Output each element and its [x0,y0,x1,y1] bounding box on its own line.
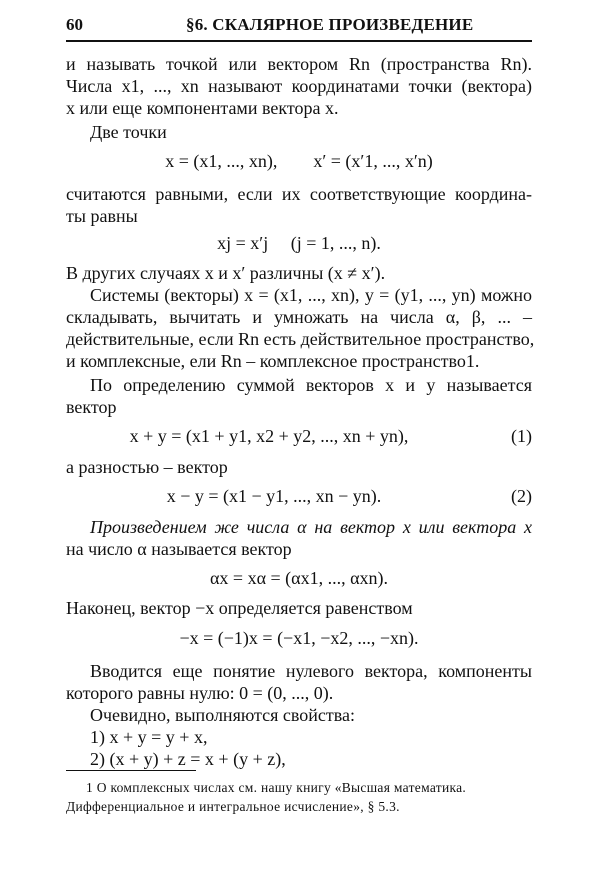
text-line: x или еще компонентами вектора x. [66,98,339,118]
equation-number: (1) [511,426,532,446]
header-rule [66,40,532,42]
equation-body: x = (x1, ..., xn), x′ = (x′1, ..., x′n) [165,151,433,171]
text-line: Очевидно, выполняются свойства: [90,705,356,725]
equation-body: −x = (−1)x = (−x1, −x2, ..., −xn). [179,628,419,648]
equation-number: (2) [511,486,532,506]
page-number: 60 [66,15,83,34]
text-line: вектор [66,397,117,417]
text-line: и комплексные, ели Rn – комплексное пространство1. [66,351,480,371]
equation-body: x − y = (x1 − y1, ..., xn − yn). [166,486,382,506]
text-line: Две точки [90,122,167,142]
equation [66,150,532,172]
footnote-line: 1 О комплексных числах см. нашу книгу «Высшая математика. [86,780,467,795]
equation [66,232,532,254]
text-line: Вводится еще понятие нулевого вектора, компоненты [90,661,532,681]
text-line: В других случаях x и x′ различны (x ≠ x′). [66,263,386,283]
equation [66,425,532,447]
text-line: а разностью – вектор [66,457,228,477]
text-line: Системы (векторы) x = (x1, ..., xn), y = (y1, ..., yn) можно [90,285,532,305]
text-line: По определению суммой векторов x и y называется [90,375,532,395]
equation [66,627,532,649]
text-line: Произведением же числа α на вектор x или вектора x [90,517,532,537]
page-header [66,15,532,37]
footnote-rule [66,770,196,771]
equation [66,567,532,589]
text-line: на число α называется вектор [66,539,292,559]
text-line: 2) (x + y) + z = x + (y + z), [90,749,286,769]
text-line: и называть точкой или вектором Rn (пространства Rn). [66,54,532,74]
text-line: складывать, вычитать и умножать на числа α, β, ... – [66,307,532,327]
equation-body: x + y = (x1 + y1, x2 + y2, ..., xn + yn), [129,426,409,446]
text-line: Наконец, вектор −x определяется равенством [66,598,413,618]
section-title: §6. СКАЛЯРНОЕ ПРОИЗВЕДЕНИЕ [186,15,474,34]
text-line: 1) x + y = y + x, [90,727,208,747]
equation-body: αx = xα = (αx1, ..., αxn). [209,568,388,588]
equation [66,485,532,507]
text-line: ты равны [66,206,138,226]
text-line: Числа x1, ..., xn называют координатами точки (вектора) [66,76,532,96]
text-line: которого равны нулю: 0 = (0, ..., 0). [66,683,334,703]
equation-body: xj = x′j (j = 1, ..., n). [217,233,381,253]
text-line: считаются равными, если их соответствующие координа- [66,184,532,204]
text-line: действительные, если Rn есть действительное пространство, [66,329,535,349]
footnote-line: Дифференциальное и интегральное исчисление», § 5.3. [66,799,400,814]
